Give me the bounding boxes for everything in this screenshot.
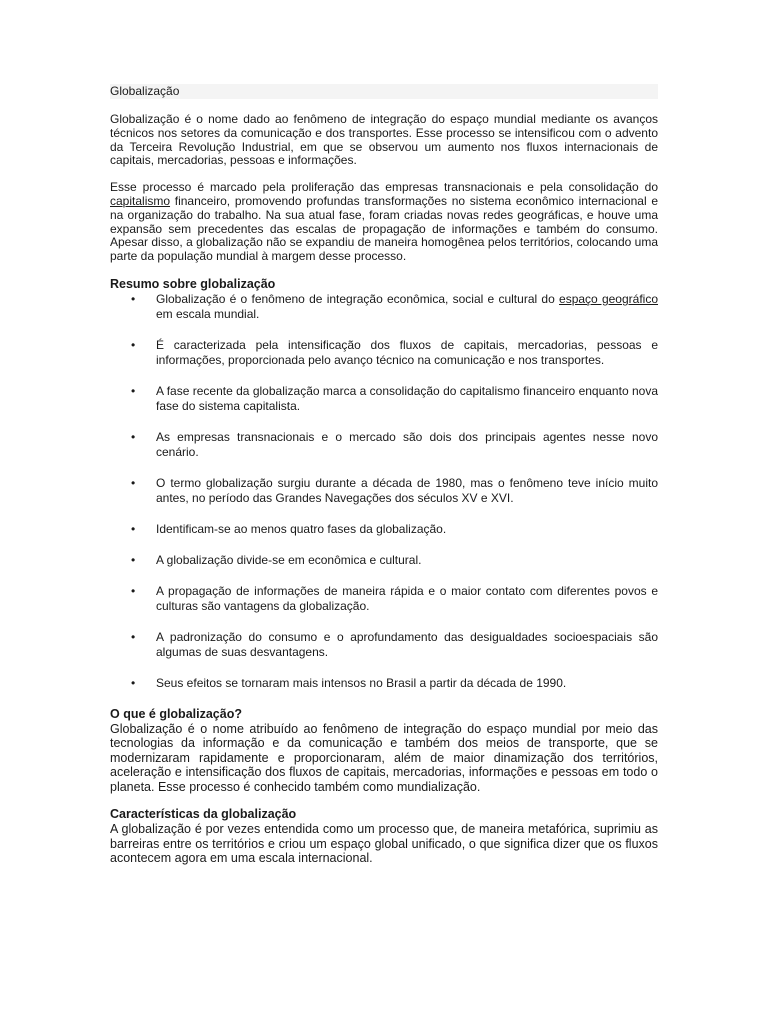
list-item	[110, 630, 658, 660]
summary-list	[110, 292, 658, 691]
list-item-text: Seus efeitos se tornaram mais intensos no Brasil a partir da década de 1990.	[156, 675, 567, 690]
bullet-icon: •	[131, 337, 136, 352]
list-item-text: As empresas transnacionais e o mercado são dois dos principais agentes nesse novo cenário.	[156, 429, 658, 459]
bullet-icon: •	[131, 475, 136, 490]
bullet-icon: •	[131, 629, 136, 644]
characteristics-heading: Características da globalização	[110, 807, 297, 822]
list-item-text: Identificam-se ao menos quatro fases da globalização.	[156, 521, 447, 536]
what-is-heading: O que é globalização?	[110, 706, 242, 721]
list-item-text: Globalização é o fenômeno de integração econômica, social e cultural do	[156, 291, 560, 306]
what-is-paragraph: Globalização é o nome atribuído ao fenômeno de integração do espaço mundial por meio das tecnologias da informação e da comunicação e também dos meios de transporte, que se modernizaram rapidamente e proporcionaram, além de maior dinamização dos territórios, aceleração e intensificação dos fluxos de capitais, mercadorias, informações e pessoas em todo o planeta. Esse processo é conhecido também como mundialização.	[110, 721, 658, 794]
list-item	[110, 292, 658, 322]
bullet-icon: •	[131, 552, 136, 567]
bullet-icon: •	[131, 291, 136, 306]
list-item-text-end: em escala mundial.	[156, 306, 260, 321]
list-item-text: O termo globalização surgiu durante a década de 1980, mas o fenômeno teve início muito antes, no período das Grandes Navegações dos séculos XV e XVI.	[156, 475, 658, 505]
list-item	[110, 584, 658, 614]
bullet-icon: •	[131, 583, 136, 598]
list-item	[110, 522, 658, 537]
list-item	[110, 553, 658, 568]
capitalismo-link[interactable]: capitalismo	[110, 193, 171, 208]
espaco-geografico-link[interactable]: espaço geográfico	[559, 291, 659, 306]
process-paragraph	[110, 181, 658, 264]
process-text-start: Esse processo é marcado pela proliferação das empresas transnacionais e pela consolidação do	[110, 180, 658, 195]
list-item-text: A fase recente da globalização marca a consolidação do capitalismo financeiro enquanto nova fase do sistema capitalista.	[156, 383, 658, 413]
process-text-end: financeiro, promovendo profundas transformações no sistema econômico internacional e na organização do trabalho. Na sua atual fase, foram criadas novas redes geográficas, e houve uma expansão sem precedentes das escalas de propagação de informações e também do consumo. Apesar disso, a globalização não se expandiu de maneira homogênea pelos territórios, colocando uma parte da população mundial à margem desse processo.	[110, 193, 658, 264]
document-page	[110, 84, 658, 879]
list-item	[110, 384, 658, 414]
list-item-text: A globalização divide-se em econômica e cultural.	[156, 552, 422, 567]
list-item-text: A padronização do consumo e o aprofundamento das desigualdades socioespaciais são algumas de suas desvantagens.	[156, 629, 658, 659]
list-item	[110, 676, 658, 691]
bullet-icon: •	[131, 429, 136, 444]
list-item	[110, 430, 658, 460]
document-title: Globalização	[110, 84, 658, 99]
bullet-icon: •	[131, 383, 136, 398]
list-item	[110, 476, 658, 506]
list-item-text: É caracterizada pela intensificação dos fluxos de capitais, mercadorias, pessoas e informações, proporcionada pelo avanço técnico na comunicação e nos transportes.	[156, 337, 658, 367]
bullet-icon: •	[131, 521, 136, 536]
summary-heading: Resumo sobre globalização	[110, 276, 276, 291]
list-item	[110, 338, 658, 368]
characteristics-paragraph: A globalização é por vezes entendida como um processo que, de maneira metafórica, suprimiu as barreiras entre os territórios e criou um espaço global unificado, o que significa dizer que os fluxos acontecem agora em uma escala internacional.	[110, 822, 658, 866]
intro-paragraph: Globalização é o nome dado ao fenômeno de integração do espaço mundial mediante os avanços técnicos nos setores da comunicação e dos transportes. Esse processo se intensificou com o advento da Terceira Revolução Industrial, em que se observou um aumento nos fluxos internacionais de capitais, mercadorias, pessoas e informações.	[110, 112, 658, 168]
list-item-text: A propagação de informações de maneira rápida e o maior contato com diferentes povos e culturas são vantagens da globalização.	[156, 583, 658, 613]
bullet-icon: •	[131, 675, 136, 690]
